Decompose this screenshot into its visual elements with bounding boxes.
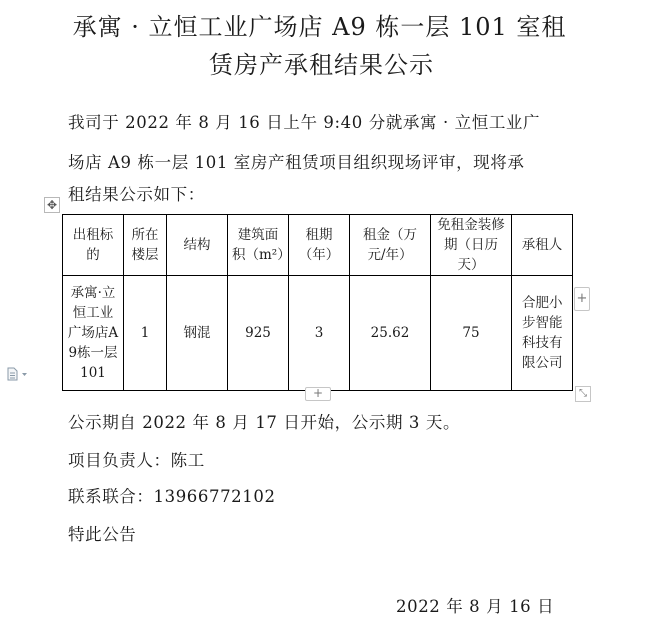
header-term: 租期（年）	[289, 215, 350, 276]
header-area: 建筑面积（m²）	[228, 215, 289, 276]
add-row-icon[interactable]: +	[305, 387, 331, 401]
table-move-icon[interactable]: ✥	[44, 197, 60, 213]
announcement-date: 2022 年 8 月 16 日	[396, 597, 555, 616]
publicity-period: 公示期自 2022 年 8 月 17 日开始，公示期 3 天。	[68, 413, 461, 432]
notice-closing: 特此公告	[68, 525, 137, 544]
cell-free-period: 75	[431, 276, 512, 391]
table-header-row	[63, 215, 573, 276]
document-options-icon[interactable]	[7, 366, 37, 380]
cell-area: 925	[228, 276, 289, 391]
intro-line2: 场店 A9 栋一层 101 室房产租赁项目组织现场评审，现将承	[68, 153, 525, 172]
cell-floor: 1	[124, 276, 167, 391]
intro-line3: 租结果公示如下：	[68, 185, 205, 204]
header-property: 出租标的	[63, 215, 124, 276]
intro-line1: 我司于 2022 年 8 月 16 日上午 9:40 分就承寓 · 立恒工业广	[68, 113, 541, 132]
table-resize-icon[interactable]: ⤡	[575, 386, 591, 402]
cell-property: 承寓·立恒工业广场店A9栋一层101	[63, 276, 124, 391]
project-manager: 项目负责人：陈工	[68, 451, 205, 470]
header-tenant: 承租人	[512, 215, 573, 276]
cell-rent: 25.62	[350, 276, 431, 391]
header-rent: 租金（万元/年）	[350, 215, 431, 276]
document-title-line2: 赁房产承租结果公示	[209, 51, 434, 79]
document-title-line1: 承寓 · 立恒工业广场店 A9 栋一层 101 室租	[72, 13, 567, 41]
table-row	[63, 276, 573, 391]
header-floor: 所在楼层	[124, 215, 167, 276]
cell-tenant: 合肥小步智能科技有限公司	[512, 276, 573, 391]
cell-term: 3	[289, 276, 350, 391]
header-structure: 结构	[167, 215, 228, 276]
cell-structure: 钢混	[167, 276, 228, 391]
add-column-icon[interactable]: +	[574, 287, 590, 311]
header-free-period: 免租金装修期（日历天）	[431, 215, 512, 276]
result-table	[62, 214, 573, 391]
contact-info: 联系联合：13966772102	[68, 487, 276, 506]
